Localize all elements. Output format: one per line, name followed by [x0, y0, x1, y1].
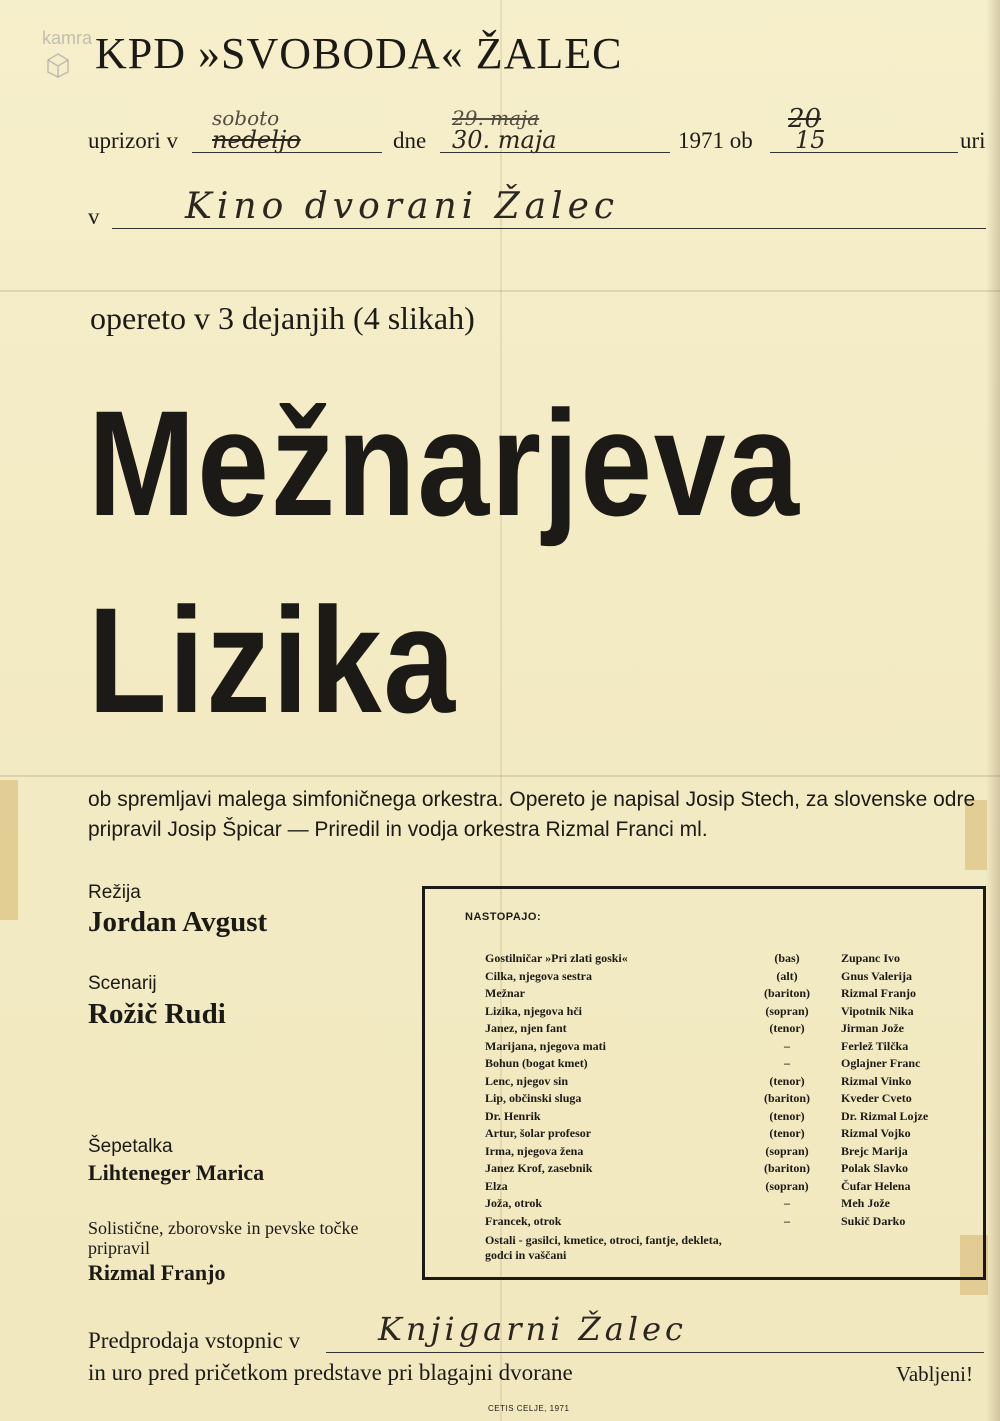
cast-voice: (sopran) — [765, 1003, 809, 1018]
time-suffix: uri — [960, 128, 986, 153]
cast-actor: Dr. Rizmal Lojze — [841, 1108, 929, 1123]
cast-voice: (bariton) — [764, 1161, 810, 1175]
subtitle: opereto v 3 dejanjih (4 slikah) — [90, 300, 475, 336]
day-value: nedeljo — [212, 126, 301, 154]
cast-voice: – — [784, 1196, 790, 1210]
welcome-text: Vabljeni! — [896, 1362, 973, 1386]
presale-place: Knjigarni Žalec — [378, 1310, 687, 1348]
watermark-logo-icon — [44, 50, 72, 78]
cast-role: Artur, šolar profesor — [485, 1126, 592, 1140]
schedule-prefix: uprizori v — [88, 128, 179, 153]
cast-actor: Čufar Helena — [841, 1178, 911, 1193]
table-row — [485, 1214, 975, 1232]
cast-role: Janez Krof, zasebnik — [485, 1161, 593, 1175]
table-row — [485, 1126, 975, 1144]
cast-role: Lizika, njegova hči — [485, 1003, 583, 1018]
cast-role: Dr. Henrik — [485, 1108, 541, 1123]
printer-imprint: CETIS CELJE, 1971 — [488, 1404, 570, 1413]
cast-voice: – — [784, 1038, 790, 1053]
cast-heading: NASTOPAJO: — [465, 911, 542, 923]
cast-role: Bohun (bogat kmet) — [485, 1056, 588, 1070]
table-row — [485, 1021, 975, 1039]
cast-voice: – — [784, 1056, 790, 1070]
prompter-name: Lihteneger Marica — [88, 1160, 265, 1185]
cast-actor: Gnus Valerija — [841, 968, 913, 983]
time-value: 15 — [795, 126, 826, 154]
cast-role: Francek, otrok — [485, 1213, 562, 1228]
presale-label: Predprodaja vstopnic v — [88, 1328, 301, 1353]
cast-role: Lip, občinski sluga — [485, 1091, 582, 1105]
cast-actor: Meh Jože — [841, 1196, 890, 1210]
cast-actor: Sukič Darko — [841, 1213, 906, 1228]
cast-others: Ostali - gasilci, kmetice, otroci, fantje, dekleta, godci in vaščani — [485, 1233, 722, 1262]
direction-name: Jordan Avgust — [88, 906, 268, 938]
table-row — [485, 1109, 975, 1127]
cast-role: Gostilničar »Pri zlati goski« — [485, 951, 628, 965]
table-row — [485, 1091, 975, 1109]
date-label: dne — [393, 128, 427, 153]
cast-actor: Zupanc Ivo — [841, 951, 901, 965]
cast-actor: Vipotnik Nika — [841, 1003, 914, 1018]
venue-prefix: v — [88, 204, 100, 229]
cast-voice: (bas) — [774, 951, 800, 965]
prompter-label: Šepetalka — [88, 1136, 173, 1157]
cast-actor: Ferlež Tilčka — [841, 1038, 909, 1053]
table-row — [485, 1004, 975, 1022]
cast-actor: Rizmal Vinko — [841, 1073, 912, 1088]
cast-actor: Rizmal Vojko — [841, 1126, 911, 1140]
scenery-label: Scenarij — [88, 973, 157, 994]
date-struck: 29. maja — [452, 106, 540, 130]
organizer-heading: KPD »SVOBODA« ŽALEC — [95, 29, 623, 78]
cast-actor: Brejc Marija — [841, 1143, 908, 1158]
cast-voice: (tenor) — [769, 1126, 805, 1140]
cast-actor: Kveder Cveto — [841, 1091, 912, 1105]
cast-role: Irma, njegova žena — [485, 1143, 584, 1158]
paper-edge-shadow — [986, 0, 1000, 1421]
table-row — [485, 1161, 975, 1179]
time-struck: 20 — [788, 104, 822, 134]
cast-voice: (sopran) — [765, 1143, 809, 1158]
cast-voice: (bariton) — [764, 986, 810, 1000]
year-label: 1971 ob — [678, 128, 753, 153]
cast-actor: Polak Slavko — [841, 1161, 909, 1175]
cast-voice: (bariton) — [764, 1091, 810, 1105]
cast-role: Joža, otrok — [485, 1196, 543, 1210]
watermark-text: kamra — [42, 28, 93, 48]
cast-role: Mežnar — [485, 986, 525, 1000]
cast-voice: (tenor) — [769, 1021, 805, 1035]
cast-role: Lenc, njegov sin — [485, 1073, 569, 1088]
cast-role: Janez, njen fant — [485, 1021, 567, 1035]
table-row — [485, 1039, 975, 1057]
cast-role: Cilka, njegova sestra — [485, 968, 592, 983]
title-line-2: Lizika — [88, 576, 457, 744]
solo-label: Solistične, zborovske in pevske točke pripravil — [88, 1218, 359, 1258]
direction-label: Režija — [88, 882, 141, 903]
description-paragraph: ob spremljavi malega simfoničnega orkestra. Opereto je napisal Josip Stech, za slovenske odre pripravil Josip Špicar — Priredil in vodja orkestra Rizmal Franci ml. — [88, 788, 976, 841]
scenery-name: Rožič Rudi — [88, 998, 226, 1030]
cast-voice: (sopran) — [765, 1178, 809, 1193]
table-row — [485, 951, 975, 969]
cast-box — [422, 886, 986, 1280]
cast-role: Elza — [485, 1178, 508, 1193]
table-row — [485, 1056, 975, 1074]
table-row — [485, 969, 975, 987]
date-value: 30. maja — [452, 126, 557, 154]
cast-voice: (tenor) — [769, 1073, 805, 1088]
day-struck: soboto — [212, 106, 280, 130]
table-row — [485, 1196, 975, 1214]
cast-actor: Jirman Jože — [841, 1021, 904, 1035]
table-row — [485, 1179, 975, 1197]
title-line-1: Mežnarjeva — [88, 379, 801, 547]
cast-actor: Rizmal Franjo — [841, 986, 916, 1000]
cast-voice: – — [784, 1213, 790, 1228]
cast-voice: (alt) — [776, 968, 798, 983]
venue-value: Kino dvorani Žalec — [185, 186, 620, 227]
table-row — [485, 986, 975, 1004]
tape-strip — [0, 780, 18, 920]
cast-role: Marijana, njegova mati — [485, 1038, 606, 1053]
cast-voice: (tenor) — [769, 1108, 805, 1123]
cast-actor: Oglajner Franc — [841, 1056, 921, 1070]
solo-name: Rizmal Franjo — [88, 1260, 226, 1285]
presale-line-2: in uro pred pričetkom predstave pri blagajni dvorane — [88, 1360, 573, 1385]
table-row — [485, 1144, 975, 1162]
table-row — [485, 1074, 975, 1092]
